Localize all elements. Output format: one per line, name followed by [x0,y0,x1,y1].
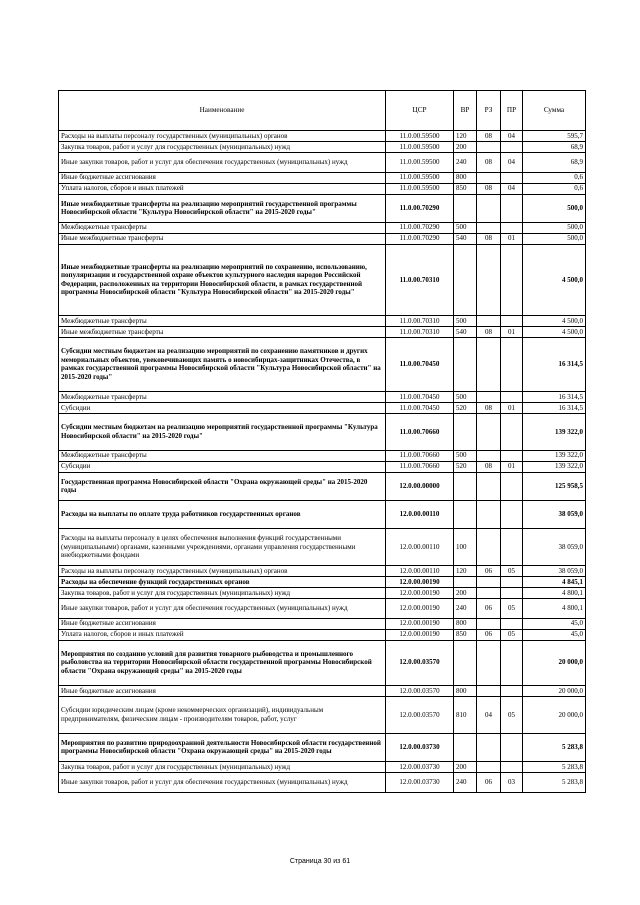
cell-vr: 240 [454,772,477,792]
cell-sum: 4 800,1 [523,587,586,598]
table-row [59,685,586,696]
table-row [59,402,586,413]
table-row [59,183,586,194]
cell-sum: 5 283,8 [523,772,586,792]
cell-pr [501,500,523,528]
cell-sum: 500,0 [523,233,586,244]
cell-rz [477,142,501,153]
cell-vr: 200 [454,761,477,772]
cell-name: Мероприятия по созданию условий для развития товарного рыбоводства и промышленного рыболовства на территории Новосибирской области государственной программы Новосибирской области "Охрана окружающей среды" на 2015-2020 годы [59,640,386,685]
table-row [59,413,586,450]
cell-vr: 200 [454,587,477,598]
cell-rz: 06 [477,598,501,618]
cell-sum: 4 500,0 [523,326,586,337]
cell-csr: 11.0.00.70290 [386,222,454,233]
table-row [59,315,586,326]
cell-rz: 08 [477,233,501,244]
cell-sum: 500,0 [523,222,586,233]
table-row [59,142,586,153]
table-header-row [59,91,586,131]
cell-rz [477,194,501,222]
cell-name: Иные закупки товаров, работ и услуг для обеспечения государственных (муниципальных) нужд [59,772,386,792]
cell-sum: 16 314,5 [523,391,586,402]
cell-sum: 38 059,0 [523,500,586,528]
cell-vr: 100 [454,529,477,566]
cell-pr [501,618,523,629]
table-row [59,772,586,792]
cell-name: Расходы на выплаты персоналу государственных (муниципальных) органов [59,131,386,142]
cell-name: Субсидии [59,461,386,472]
cell-pr [501,172,523,183]
table-row [59,222,586,233]
table-row [59,565,586,576]
cell-name: Уплата налогов, сборов и иных платежей [59,629,386,640]
header-csr: ЦСР [386,91,454,131]
cell-pr [501,587,523,598]
cell-csr: 12.0.00.00190 [386,629,454,640]
cell-pr: 04 [501,153,523,173]
cell-name: Межбюджетные трансферты [59,450,386,461]
cell-csr: 12.0.00.03570 [386,640,454,685]
cell-sum: 16 314,5 [523,402,586,413]
cell-sum: 139 322,0 [523,461,586,472]
cell-csr: 12.0.00.03730 [386,772,454,792]
cell-vr: 800 [454,618,477,629]
cell-vr: 520 [454,402,477,413]
cell-rz: 08 [477,183,501,194]
table-row [59,461,586,472]
cell-rz [477,450,501,461]
page-number: Страница 30 из 61 [289,858,351,865]
cell-pr [501,244,523,315]
cell-name: Иные межбюджетные трансферты на реализацию мероприятий по сохранению, использованию, популяризации и государственной охране объектов культурного наследия народов Российской Федерации, расположенных на территории Новосибирской области, в рамках государственной программы Новосибирской области "Культура Новосибирской области" на 2015-2020 годы" [59,244,386,315]
cell-csr: 12.0.00.03730 [386,733,454,761]
table-row [59,172,586,183]
cell-name: Закупка товаров, работ и услуг для государственных (муниципальных) нужд [59,587,386,598]
cell-pr [501,222,523,233]
cell-sum: 5 283,8 [523,761,586,772]
cell-csr: 12.0.00.00110 [386,529,454,566]
cell-csr: 11.0.00.70660 [386,461,454,472]
table-row [59,598,586,618]
cell-name: Иные бюджетные ассигнования [59,618,386,629]
cell-pr [501,472,523,500]
cell-vr: 850 [454,183,477,194]
table-row [59,131,586,142]
cell-name: Закупка товаров, работ и услуг для государственных (муниципальных) нужд [59,142,386,153]
cell-rz: 08 [477,402,501,413]
cell-csr: 11.0.00.70310 [386,315,454,326]
cell-rz [477,315,501,326]
table-row [59,618,586,629]
cell-sum: 4 845,1 [523,576,586,587]
header-pr: ПР [501,91,523,131]
cell-name: Государственная программа Новосибирской области "Охрана окружающей среды" на 2015-2020 годы [59,472,386,500]
cell-rz: 08 [477,153,501,173]
cell-csr: 11.0.00.59500 [386,153,454,173]
cell-csr: 11.0.00.70290 [386,194,454,222]
cell-sum: 0,6 [523,183,586,194]
cell-sum: 68,9 [523,153,586,173]
cell-vr [454,337,477,391]
cell-name: Субсидии местным бюджетам на реализацию мероприятий государственной программы "Культура Новосибирской области" на 2015-2020 годы" [59,413,386,450]
cell-vr: 120 [454,131,477,142]
cell-vr: 850 [454,629,477,640]
cell-rz: 08 [477,461,501,472]
cell-vr: 500 [454,222,477,233]
cell-vr [454,413,477,450]
cell-sum: 4 500,0 [523,244,586,315]
cell-sum: 20 000,0 [523,640,586,685]
cell-pr: 05 [501,629,523,640]
cell-vr [454,244,477,315]
table-row [59,244,586,315]
cell-csr: 11.0.00.70310 [386,244,454,315]
cell-rz [477,685,501,696]
cell-pr: 05 [501,598,523,618]
table-row [59,587,586,598]
table-row [59,194,586,222]
cell-sum: 20 000,0 [523,685,586,696]
cell-name: Расходы на выплаты по оплате труда работников государственных органов [59,500,386,528]
cell-sum: 139 322,0 [523,450,586,461]
cell-rz: 04 [477,696,501,733]
cell-name: Расходы на выплаты персоналу государственных (муниципальных) органов [59,565,386,576]
cell-pr: 04 [501,131,523,142]
cell-sum: 139 322,0 [523,413,586,450]
cell-pr: 01 [501,233,523,244]
cell-csr: 12.0.00.03570 [386,685,454,696]
cell-vr [454,576,477,587]
cell-vr: 240 [454,153,477,173]
cell-pr [501,576,523,587]
cell-sum: 125 958,5 [523,472,586,500]
cell-csr: 12.0.00.03730 [386,761,454,772]
cell-rz [477,472,501,500]
cell-csr: 12.0.00.00110 [386,500,454,528]
cell-rz [477,337,501,391]
cell-sum: 45,0 [523,629,586,640]
cell-rz [477,244,501,315]
cell-pr [501,450,523,461]
table-row [59,529,586,566]
cell-name: Мероприятия по развитию природоохранной деятельности Новосибирской области государственной программы Новосибирской области "Охрана окружающей среды" на 2015-2020 годы [59,733,386,761]
cell-csr: 11.0.00.59500 [386,172,454,183]
table-row [59,153,586,173]
cell-sum: 595,7 [523,131,586,142]
cell-pr [501,733,523,761]
cell-vr [454,500,477,528]
cell-vr: 520 [454,461,477,472]
header-rz: РЗ [477,91,501,131]
cell-rz: 06 [477,629,501,640]
cell-csr: 11.0.00.59500 [386,142,454,153]
cell-vr [454,640,477,685]
cell-pr [501,194,523,222]
table-row [59,472,586,500]
cell-rz: 08 [477,326,501,337]
cell-vr: 540 [454,233,477,244]
cell-name: Расходы на выплаты персоналу в целях обеспечения выполнения функций государственными (муниципальными) органами, казенными учреждениями, органами управления государственными внебюджетными фондами [59,529,386,566]
cell-sum: 68,9 [523,142,586,153]
cell-sum: 500,0 [523,194,586,222]
cell-vr: 810 [454,696,477,733]
header-sum: Сумма [523,91,586,131]
cell-name: Иные закупки товаров, работ и услуг для обеспечения государственных (муниципальных) нужд [59,153,386,173]
cell-name: Субсидии местным бюджетам на реализацию мероприятий по сохранению памятников и других мемориальных объектов, увековечивающих память о новосибирцах-защитниках Отечества, в рамках государственной программы Новосибирской области "Культура Новосибирской области" на 2015-2020 годы" [59,337,386,391]
cell-pr: 03 [501,772,523,792]
cell-sum: 45,0 [523,618,586,629]
cell-pr: 01 [501,461,523,472]
cell-pr [501,315,523,326]
cell-name: Субсидии юридическим лицам (кроме некоммерческих организаций), индивидуальным предпринимателям, физическим лицам - производителям товаров, работ, услуг [59,696,386,733]
table-row [59,500,586,528]
cell-name: Уплата налогов, сборов и иных платежей [59,183,386,194]
cell-csr: 12.0.00.00190 [386,576,454,587]
cell-rz [477,587,501,598]
table-row [59,640,586,685]
cell-vr: 540 [454,326,477,337]
cell-vr: 800 [454,685,477,696]
cell-csr: 11.0.00.59500 [386,183,454,194]
cell-csr: 11.0.00.70660 [386,413,454,450]
cell-rz [477,222,501,233]
cell-sum: 5 283,8 [523,733,586,761]
cell-csr: 12.0.00.00190 [386,587,454,598]
cell-rz [477,761,501,772]
cell-name: Иные бюджетные ассигнования [59,172,386,183]
budget-table-sheet [58,90,585,793]
header-vr: ВР [454,91,477,131]
table-row [59,576,586,587]
cell-name: Закупка товаров, работ и услуг для государственных (муниципальных) нужд [59,761,386,772]
cell-rz [477,576,501,587]
cell-rz [477,529,501,566]
cell-vr [454,733,477,761]
cell-rz [477,640,501,685]
cell-csr: 11.0.00.70450 [386,391,454,402]
cell-pr [501,413,523,450]
cell-pr [501,761,523,772]
header-name: Наименование [59,91,386,131]
cell-csr: 11.0.00.59500 [386,131,454,142]
cell-name: Расходы на обеспечение функций государственных органов [59,576,386,587]
cell-vr [454,472,477,500]
budget-table [58,90,586,793]
cell-csr: 12.0.00.00110 [386,565,454,576]
cell-vr: 120 [454,565,477,576]
cell-name: Иные бюджетные ассигнования [59,685,386,696]
cell-sum: 16 314,5 [523,337,586,391]
cell-name: Иные межбюджетные трансферты [59,326,386,337]
cell-rz [477,733,501,761]
cell-pr: 01 [501,326,523,337]
cell-rz: 06 [477,772,501,792]
table-row [59,696,586,733]
cell-pr [501,685,523,696]
cell-sum: 4 800,1 [523,598,586,618]
cell-sum: 0,6 [523,172,586,183]
cell-csr: 12.0.00.03570 [386,696,454,733]
cell-pr: 05 [501,565,523,576]
cell-rz [477,618,501,629]
cell-csr: 12.0.00.00000 [386,472,454,500]
cell-vr: 800 [454,172,477,183]
table-row [59,337,586,391]
table-row [59,391,586,402]
cell-vr [454,194,477,222]
cell-name: Иные межбюджетные трансферты [59,233,386,244]
cell-name: Межбюджетные трансферты [59,222,386,233]
cell-vr: 500 [454,391,477,402]
cell-name: Межбюджетные трансферты [59,315,386,326]
cell-pr [501,529,523,566]
cell-name: Межбюджетные трансферты [59,391,386,402]
cell-vr: 200 [454,142,477,153]
cell-name: Иные закупки товаров, работ и услуг для обеспечения государственных (муниципальных) нужд [59,598,386,618]
cell-vr: 500 [454,315,477,326]
cell-rz: 08 [477,131,501,142]
table-row [59,733,586,761]
cell-csr: 11.0.00.70290 [386,233,454,244]
table-row [59,233,586,244]
cell-vr: 240 [454,598,477,618]
cell-rz: 06 [477,565,501,576]
table-row [59,450,586,461]
cell-csr: 11.0.00.70450 [386,337,454,391]
cell-vr: 500 [454,450,477,461]
cell-pr: 04 [501,183,523,194]
table-row [59,326,586,337]
cell-name: Иные межбюджетные трансферты на реализацию мероприятий государственной программы Новосибирской области "Культура Новосибирской области" на 2015-2020 годы" [59,194,386,222]
table-row [59,629,586,640]
cell-sum: 38 059,0 [523,529,586,566]
cell-rz [477,172,501,183]
cell-pr: 01 [501,402,523,413]
cell-sum: 38 059,0 [523,565,586,576]
cell-csr: 11.0.00.70310 [386,326,454,337]
cell-pr [501,640,523,685]
cell-rz [477,413,501,450]
cell-pr [501,391,523,402]
table-row [59,761,586,772]
cell-rz [477,391,501,402]
cell-pr: 05 [501,696,523,733]
cell-csr: 12.0.00.00190 [386,598,454,618]
cell-csr: 11.0.00.70660 [386,450,454,461]
cell-pr [501,337,523,391]
table-body [59,131,586,793]
cell-csr: 11.0.00.70450 [386,402,454,413]
cell-rz [477,500,501,528]
cell-pr [501,142,523,153]
cell-csr: 12.0.00.00190 [386,618,454,629]
cell-name: Субсидии [59,402,386,413]
cell-sum: 4 500,0 [523,315,586,326]
cell-sum: 20 000,0 [523,696,586,733]
